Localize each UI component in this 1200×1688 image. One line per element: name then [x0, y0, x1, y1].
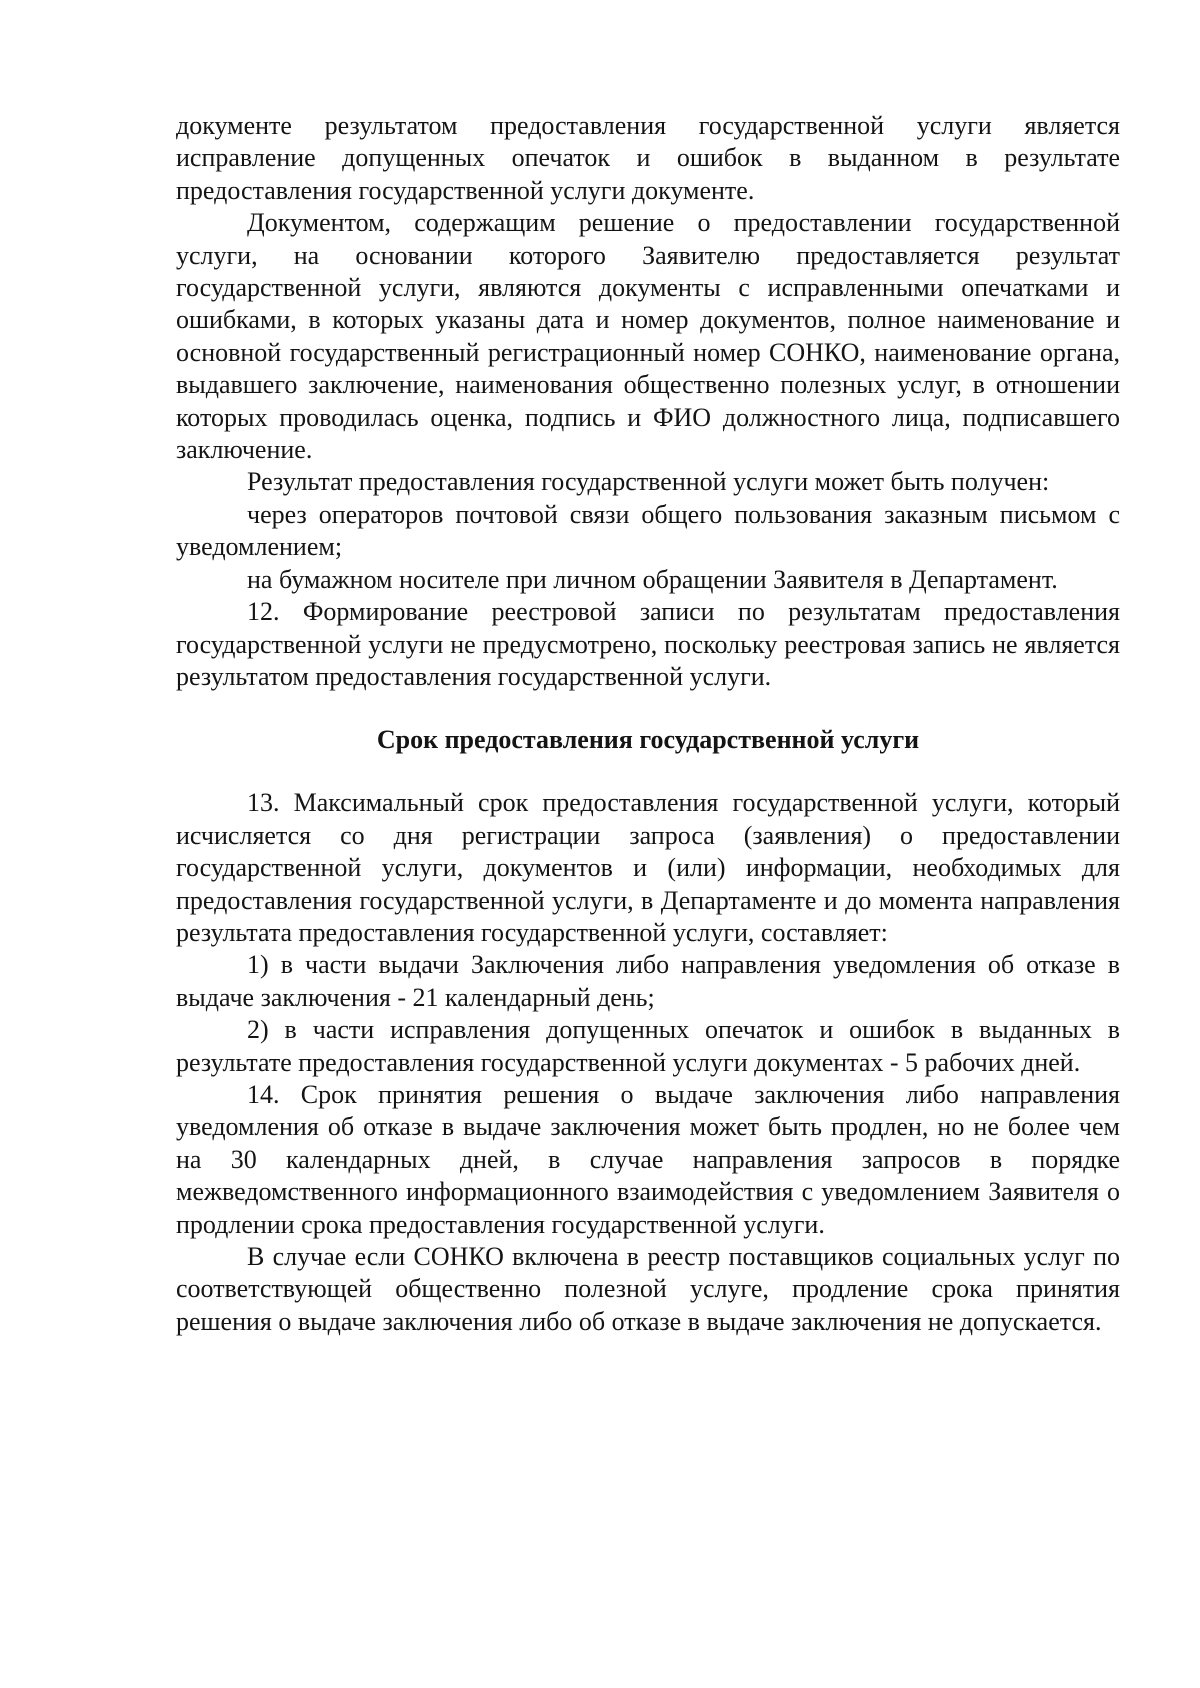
paragraph-result-document: Документом, содержащим решение о предоставлении государственной услуги, на основании которого Заявителю предоставляется результат государственной услуги, являются документы с исправленными опечатками и ошибками, в которых указаны дата и номер документов, полное наименование и основной государственный регистрационный номер СОНКО, наименование органа, выдавшего заключение, наименования общественно полезных услуг, в отношении которых проводилась оценка, подпись и ФИО должностного лица, подписавшего заключение. — [176, 208, 1120, 465]
section-heading: Срок предоставления государственной услуги — [376, 725, 920, 755]
paragraph-postal: через операторов почтовой связи общего пользования заказным письмом с уведомлением; — [176, 499, 1120, 562]
paragraph-result-received: Результат предоставления государственной услуги может быть получен: — [247, 467, 1050, 497]
paragraph-item-13: 13. Максимальный срок предоставления государственной услуги, который исчисляется со дня регистрации запроса (заявления) о предоставлении государственной услуги, документов и (или) информации, необходимых для предоставления государственной услуги, в Департаменте и до момента направления результата предоставления государственной услуги, составляет: — [176, 788, 1120, 947]
paragraph-paper: на бумажном носителе при личном обращении Заявителя в Департамент. — [247, 564, 1058, 594]
spacer — [176, 756, 1120, 787]
paragraph-item-14: 14. Срок принятия решения о выдаче заключения либо направления уведомления об отказе в выдаче заключения может быть продлен, но не более чем на 30 календарных дней, в случае направления запросов в порядке межведомственного информационного взаимодействия с уведомлением Заявителя о продлении срока предоставления государственной услуги. — [176, 1079, 1120, 1239]
document-body — [176, 110, 1120, 1338]
paragraph-sonko-registry: В случае если СОНКО включена в реестр поставщиков социальных услуг по соответствующей общественно полезной услуге, продление срока принятия решения о выдаче заключения либо об отказе в выдаче заключения не допускается. — [176, 1242, 1120, 1336]
paragraph-item-12: 12. Формирование реестровой записи по результатам предоставления государственной услуги не предусмотрено, поскольку реестровая запись не является результатом предоставления государственной услуги. — [176, 597, 1120, 691]
paragraph-subitem-1: 1) в части выдачи Заключения либо направления уведомления об отказе в выдаче заключения - 21 календарный день; — [176, 950, 1120, 1012]
paragraph-continuation: документе результатом предоставления государственной услуги является исправление допущенных опечаток и ошибок в выданном в результате предоставления государственной услуги документе. — [176, 111, 1120, 205]
spacer — [176, 693, 1120, 724]
paragraph-subitem-2: 2) в части исправления допущенных опечаток и ошибок в выданных в результате предоставления государственной услуги документах - 5 рабочих дней. — [176, 1015, 1120, 1077]
